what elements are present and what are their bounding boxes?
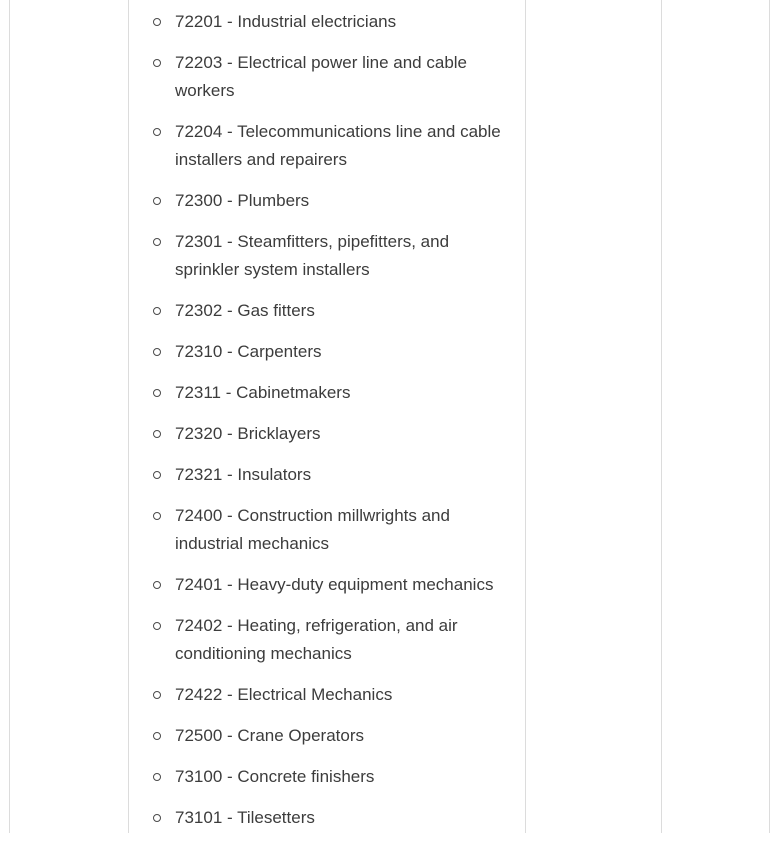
occupation-label: 72320 - Bricklayers xyxy=(175,424,321,443)
circle-bullet-icon xyxy=(153,128,161,136)
list-item xyxy=(152,681,504,709)
circle-bullet-icon xyxy=(153,389,161,397)
list-item xyxy=(152,49,504,105)
list-item xyxy=(152,338,504,366)
list-item xyxy=(152,8,504,36)
list-item xyxy=(152,228,504,284)
circle-bullet-icon xyxy=(153,348,161,356)
occupation-label: 73101 - Tilesetters xyxy=(175,808,315,827)
circle-bullet-icon xyxy=(153,307,161,315)
circle-bullet-icon xyxy=(153,512,161,520)
list-item xyxy=(152,571,504,599)
list-item xyxy=(152,297,504,325)
occupation-label: 72204 - Telecommunications line and cable installers and repairers xyxy=(175,122,501,169)
occupation-label: 72400 - Construction millwrights and industrial mechanics xyxy=(175,506,450,553)
circle-bullet-icon xyxy=(153,59,161,67)
circle-bullet-icon xyxy=(153,622,161,630)
occupation-label: 72201 - Industrial electricians xyxy=(175,12,397,31)
circle-bullet-icon xyxy=(153,732,161,740)
occupation-label: 72402 - Heating, refrigeration, and air conditioning mechanics xyxy=(175,616,458,663)
circle-bullet-icon xyxy=(153,773,161,781)
occupation-label: 72500 - Crane Operators xyxy=(175,726,364,745)
circle-bullet-icon xyxy=(153,471,161,479)
occupation-list xyxy=(152,8,504,845)
occupation-label: 72321 - Insulators xyxy=(175,465,312,484)
list-item xyxy=(152,722,504,750)
column-divider xyxy=(128,0,129,833)
list-item xyxy=(152,804,504,832)
occupation-label: 73100 - Concrete finishers xyxy=(175,767,375,786)
circle-bullet-icon xyxy=(153,581,161,589)
list-item xyxy=(152,612,504,668)
list-item xyxy=(152,502,504,558)
list-item xyxy=(152,187,504,215)
circle-bullet-icon xyxy=(153,691,161,699)
occupation-label: 72422 - Electrical Mechanics xyxy=(175,685,393,704)
column-divider xyxy=(525,0,526,833)
list-item xyxy=(152,420,504,448)
list-item xyxy=(152,379,504,407)
list-item xyxy=(152,118,504,174)
circle-bullet-icon xyxy=(153,197,161,205)
list-item xyxy=(152,461,504,489)
circle-bullet-icon xyxy=(153,430,161,438)
occupation-label: 72300 - Plumbers xyxy=(175,191,310,210)
occupation-label: 72203 - Electrical power line and cable workers xyxy=(175,53,468,100)
occupation-label: 72310 - Carpenters xyxy=(175,342,322,361)
list-item xyxy=(152,763,504,791)
occupation-label: 72301 - Steamfitters, pipefitters, and sprinkler system installers xyxy=(175,232,450,279)
occupation-label: 72401 - Heavy-duty equipment mechanics xyxy=(175,575,494,594)
circle-bullet-icon xyxy=(153,18,161,26)
column-divider xyxy=(661,0,662,833)
occupation-label: 72302 - Gas fitters xyxy=(175,301,315,320)
circle-bullet-icon xyxy=(153,814,161,822)
circle-bullet-icon xyxy=(153,238,161,246)
occupation-label: 72311 - Cabinetmakers xyxy=(175,383,351,402)
